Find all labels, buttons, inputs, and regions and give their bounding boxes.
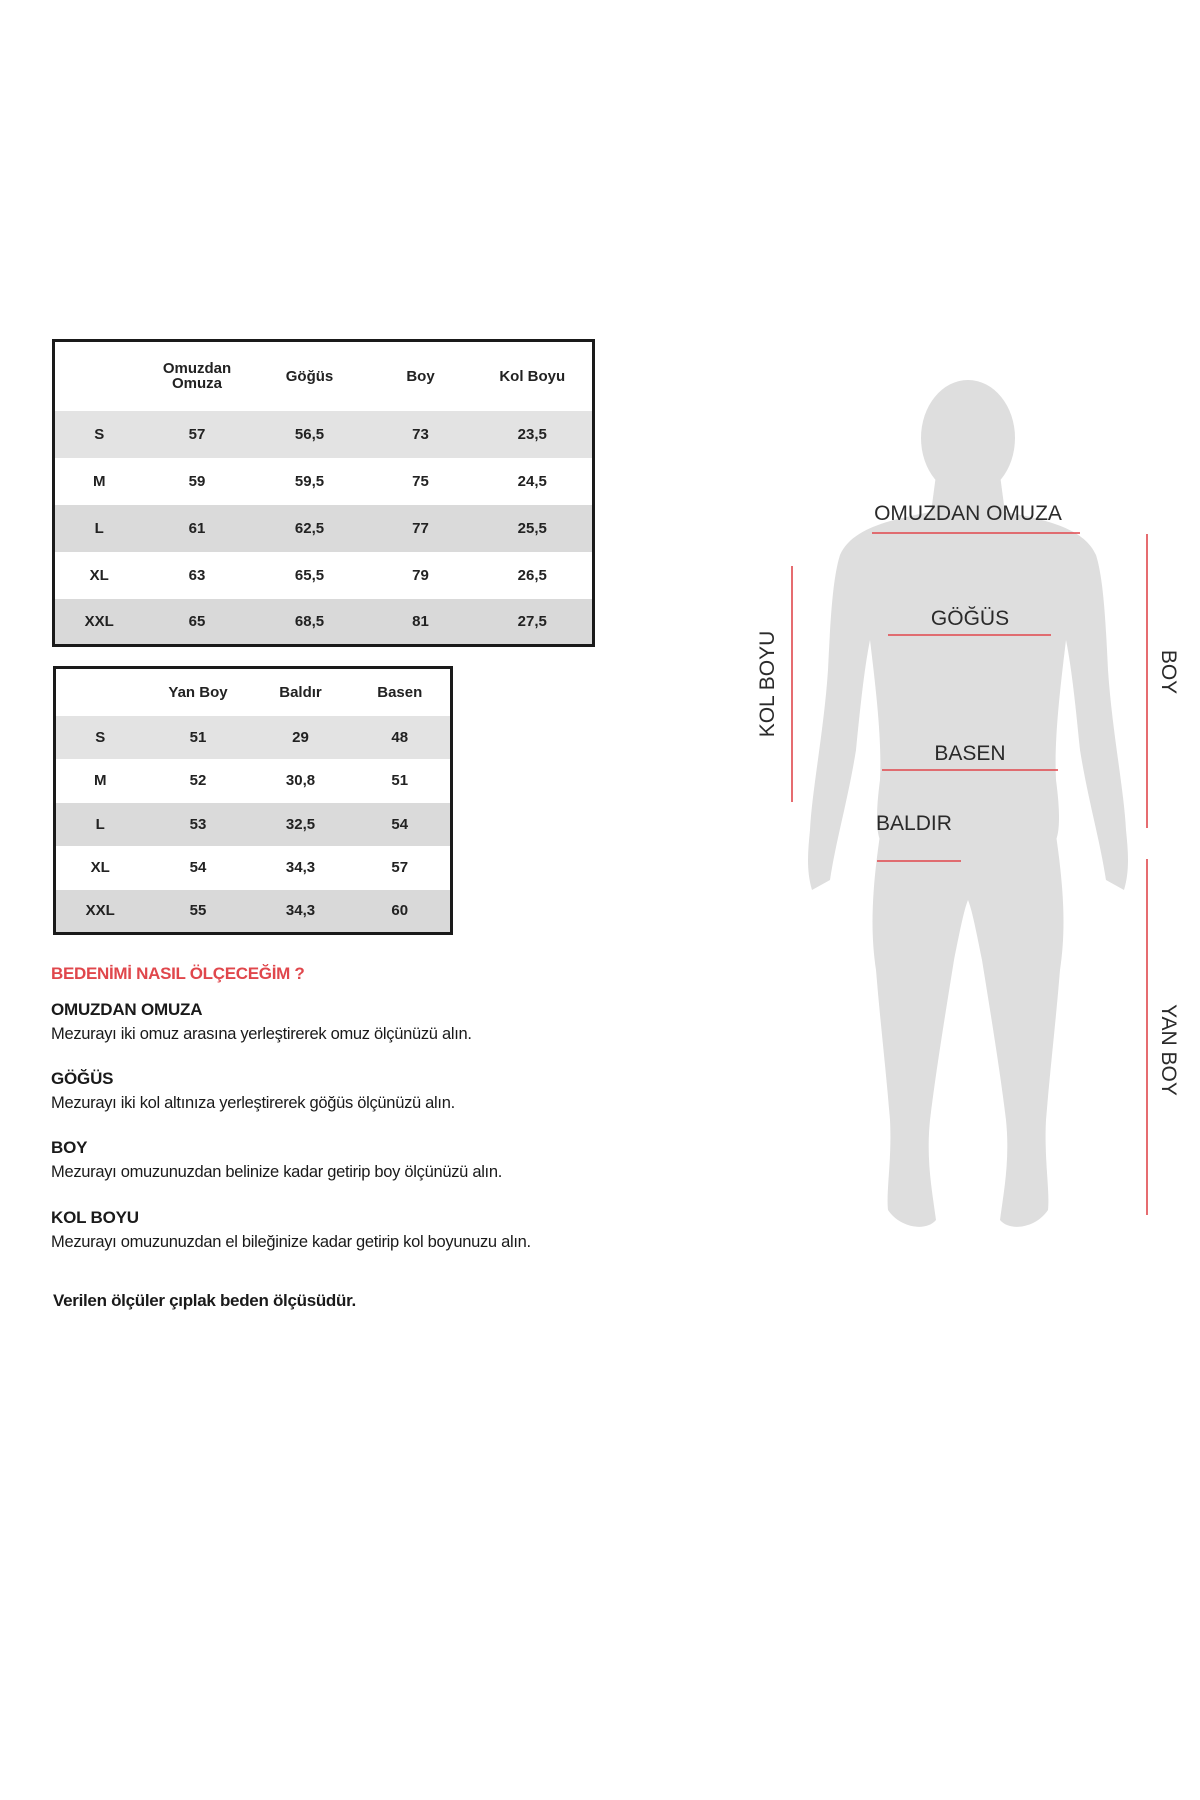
cell-value: 32,5 <box>252 803 350 847</box>
cell-value: 61 <box>144 505 251 552</box>
size-table-secondary <box>53 666 453 935</box>
table-row <box>55 759 452 803</box>
cell-value: 25,5 <box>473 505 594 552</box>
table-row <box>55 890 452 934</box>
cell-value: 34,3 <box>252 890 350 934</box>
header-basen: Basen <box>377 683 423 701</box>
cell-value: 54 <box>145 846 252 890</box>
header-kol-boyu: Kol Boyu <box>499 367 566 385</box>
cell-value: 26,5 <box>473 552 594 599</box>
cell-value: 30,8 <box>252 759 350 803</box>
header-size <box>55 668 145 716</box>
cell-size: XXL <box>54 599 144 646</box>
cell-value: 29 <box>252 716 350 760</box>
cell-value: 48 <box>350 716 452 760</box>
header-yan-boy: Yan Boy <box>168 683 228 701</box>
table-row <box>55 803 452 847</box>
guide-text-boy: Mezurayı omuzunuzdan belinize kadar getirip boy ölçünüzü alın. <box>51 1163 503 1181</box>
label-side-length: YAN BOY <box>1157 1004 1180 1096</box>
table-row <box>55 846 452 890</box>
label-hip: BASEN <box>934 742 1006 765</box>
cell-value: 54 <box>350 803 452 847</box>
header-omuzdan-line1: Omuzdan <box>162 360 232 378</box>
header-baldir: Baldır <box>279 683 322 701</box>
cell-value: 59,5 <box>251 458 369 505</box>
cell-size: M <box>55 759 145 803</box>
cell-size: M <box>54 458 144 505</box>
cell-value: 51 <box>145 716 252 760</box>
cell-value: 81 <box>369 599 473 646</box>
table-row <box>54 411 594 458</box>
header-omuzdan-line2: Omuza <box>171 375 222 393</box>
cell-size: XL <box>55 846 145 890</box>
guide-heading-kol-boyu: KOL BOYU <box>51 1208 139 1227</box>
label-chest: GÖĞÜS <box>930 607 1010 630</box>
table-row <box>54 505 594 552</box>
header-boy: Boy <box>406 367 435 385</box>
cell-value: 73 <box>369 411 473 458</box>
guide-text-gogus: Mezurayı iki kol altınıza yerleştirerek göğüs ölçünüzü alın. <box>51 1094 455 1112</box>
cell-size: S <box>54 411 144 458</box>
header-size <box>54 341 144 411</box>
cell-value: 34,3 <box>252 846 350 890</box>
cell-value: 77 <box>369 505 473 552</box>
guide-heading-gogus: GÖĞÜS <box>51 1069 114 1088</box>
cell-value: 55 <box>145 890 252 934</box>
cell-value: 24,5 <box>473 458 594 505</box>
size-table-main <box>52 339 595 647</box>
cell-size: S <box>55 716 145 760</box>
cell-size: L <box>54 505 144 552</box>
table-header-row <box>55 668 452 716</box>
label-length: BOY <box>1157 649 1180 695</box>
cell-value: 79 <box>369 552 473 599</box>
guide-heading-omuzdan-omuza: OMUZDAN OMUZA <box>51 1000 203 1019</box>
label-thigh: BALDIR <box>876 812 952 835</box>
cell-value: 56,5 <box>251 411 369 458</box>
cell-value: 60 <box>350 890 452 934</box>
cell-value: 68,5 <box>251 599 369 646</box>
cell-value: 23,5 <box>473 411 594 458</box>
cell-value: 65 <box>144 599 251 646</box>
body-measurement-figure <box>740 370 1180 1250</box>
table-row <box>54 458 594 505</box>
measurement-note: Verilen ölçüler çıplak beden ölçüsüdür. <box>53 1291 356 1310</box>
cell-value: 57 <box>144 411 251 458</box>
header-gogus: Göğüs <box>285 367 334 385</box>
cell-value: 27,5 <box>473 599 594 646</box>
cell-value: 62,5 <box>251 505 369 552</box>
cell-value: 57 <box>350 846 452 890</box>
cell-value: 63 <box>144 552 251 599</box>
header-omuzdan-omuza <box>144 341 251 411</box>
table-row <box>55 716 452 760</box>
guide-text-kol-boyu: Mezurayı omuzunuzdan el bileğinize kadar getirip kol boyunuzu alın. <box>51 1233 531 1251</box>
cell-value: 59 <box>144 458 251 505</box>
label-sleeve: KOL BOYU <box>756 630 779 738</box>
cell-value: 75 <box>369 458 473 505</box>
cell-size: XXL <box>55 890 145 934</box>
label-shoulder: OMUZDAN OMUZA <box>874 502 1062 525</box>
table-row <box>54 599 594 646</box>
cell-size: XL <box>54 552 144 599</box>
guide-text-omuzdan-omuza: Mezurayı iki omuz arasına yerleştirerek omuz ölçünüzü alın. <box>51 1025 472 1043</box>
cell-value: 65,5 <box>251 552 369 599</box>
guide-title: BEDENİMİ NASIL ÖLÇECEĞİM ? <box>51 964 305 983</box>
table-header-row <box>54 341 594 411</box>
cell-value: 53 <box>145 803 252 847</box>
cell-value: 51 <box>350 759 452 803</box>
cell-size: L <box>55 803 145 847</box>
guide-heading-boy: BOY <box>51 1138 88 1157</box>
table-row <box>54 552 594 599</box>
cell-value: 52 <box>145 759 252 803</box>
